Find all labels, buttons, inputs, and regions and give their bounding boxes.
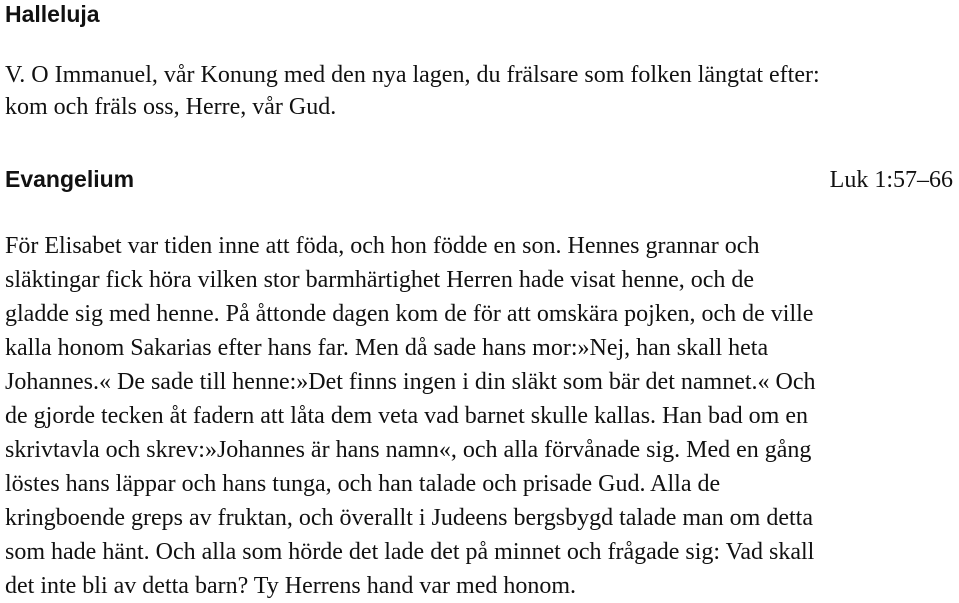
gospel-line: För Elisabet var tiden inne att föda, och hon födde en son. Hennes grannar och [5, 233, 760, 259]
gospel-line: släktingar fick höra vilken stor barmhärtighet Herren hade visat henne, och de [5, 267, 755, 293]
halleluja-verse [5, 59, 953, 123]
gospel-line: det inte bli av detta barn? Ty Herrens hand var med honom. [5, 573, 577, 599]
gospel-line: Johannes.« De sade till henne:»Det finns ingen i din släkt som bär det namnet.« Och [5, 369, 816, 395]
verse-line: kom och fräls oss, Herre, vår Gud. [5, 94, 337, 120]
gospel-text [5, 229, 953, 603]
gospel-line: de gjorde tecken åt fadern att låta dem veta vad barnet skulle kallas. Han bad om en [5, 403, 809, 429]
scripture-reference: Luk 1:57–66 [829, 167, 953, 193]
gospel-line: kalla honom Sakarias efter hans far. Men då sade hans mor:»Nej, han skall heta [5, 335, 769, 361]
gospel-line: skrivtavla och skrev:»Johannes är hans namn«, och alla förvånade sig. Med en gång [5, 437, 812, 463]
gospel-line: gladde sig med henne. På åttonde dagen kom de för att omskära pojken, och de ville [5, 301, 814, 327]
gospel-line: löstes hans läppar och hans tunga, och han talade och prisade Gud. Alla de [5, 471, 721, 497]
gospel-line: kringboende greps av fruktan, och överallt i Judeens bergsbygd talade man om detta [5, 505, 813, 531]
halleluja-heading: Halleluja [5, 1, 100, 27]
verse-line: V. O Immanuel, vår Konung med den nya lagen, du frälsare som folken längtat efter: [5, 62, 820, 88]
gospel-line: som hade hänt. Och alla som hörde det lade det på minnet och frågade sig: Vad skall [5, 539, 815, 565]
evangelium-heading: Evangelium [5, 166, 135, 192]
